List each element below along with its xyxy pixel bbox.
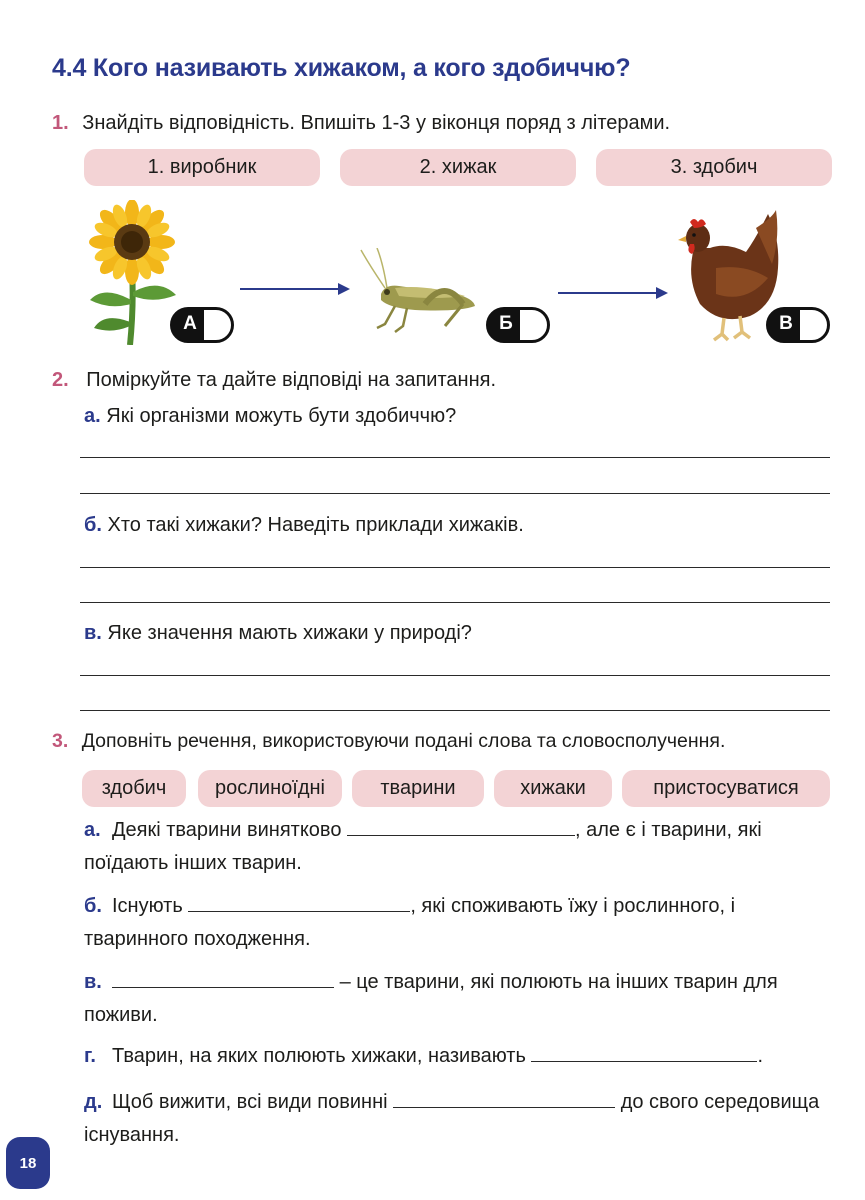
question-c	[84, 622, 472, 645]
task3-heading	[52, 730, 725, 753]
task1-text: Знайдіть відповідність. Впишіть 1-3 у віконця поряд з літерами.	[82, 112, 671, 134]
option-predator: 2. хижак	[340, 149, 576, 186]
sentence-before: Деякі тварини винятково	[112, 819, 342, 841]
option-prey: 3. здобич	[596, 149, 832, 186]
sentence-b	[84, 890, 830, 956]
sentence-before: Тварин, на яких полюють хижаки, називають	[112, 1045, 526, 1067]
badge-letter: В	[779, 313, 793, 334]
sentence-before: Існують	[112, 895, 183, 917]
badge-letter: Б	[499, 313, 513, 334]
fill-blank[interactable]	[188, 910, 410, 912]
task2-number: 2.	[52, 369, 69, 391]
question-text: Яке значення мають хижаки у природі?	[107, 622, 472, 644]
sentence-after: , але є і тварини, які поїдають інших тварин.	[84, 819, 762, 874]
question-text: Хто такі хижаки? Наведіть приклади хижаків.	[107, 514, 524, 536]
fill-blank[interactable]	[531, 1060, 757, 1062]
sentence-e	[84, 1086, 830, 1152]
sentence-label: б.	[84, 895, 102, 917]
task1-number: 1.	[52, 112, 69, 134]
answer-box-b[interactable]	[486, 307, 550, 343]
word-chip: здобич	[82, 770, 186, 807]
sentence-d	[84, 1040, 830, 1073]
task2-heading	[52, 369, 496, 392]
sentence-label: г.	[84, 1045, 96, 1067]
grasshopper-icon	[355, 248, 485, 338]
answer-box-a[interactable]	[170, 307, 234, 343]
question-label: в.	[84, 622, 102, 644]
sentence-c	[84, 966, 830, 1032]
question-text: Які організми можуть бути здобиччю?	[106, 405, 457, 427]
sentence-after: до свого середовища існування.	[84, 1091, 820, 1146]
answer-line[interactable]	[80, 710, 830, 711]
answer-line[interactable]	[80, 493, 830, 494]
page-title: 4.4 Кого називають хижаком, а кого здобиччю?	[52, 54, 631, 82]
badge-letter: А	[183, 313, 197, 334]
word-chip: рослиноїдні	[198, 770, 342, 807]
word-chip: хижаки	[494, 770, 612, 807]
answer-line[interactable]	[80, 567, 830, 568]
sentence-label: а.	[84, 819, 101, 841]
fill-blank[interactable]	[347, 834, 575, 836]
word-chip: тварини	[352, 770, 484, 807]
task2-text: Поміркуйте та дайте відповіді на запитання.	[86, 369, 497, 391]
arrow-right-icon	[558, 286, 670, 300]
question-label: б.	[84, 514, 102, 536]
fill-blank[interactable]	[393, 1106, 615, 1108]
question-label: а.	[84, 405, 101, 427]
answer-line[interactable]	[80, 675, 830, 676]
page-number: 18	[6, 1137, 50, 1189]
fill-blank[interactable]	[112, 986, 334, 988]
sentence-a	[84, 814, 830, 880]
task3-number: 3.	[52, 730, 69, 752]
option-producer: 1. виробник	[84, 149, 320, 186]
sentence-after: , які споживають їжу і рослинного, і тваринного походження.	[84, 895, 736, 950]
sentence-label: д.	[84, 1091, 103, 1113]
question-a	[84, 405, 456, 428]
sentence-before: Щоб вижити, всі види повинні	[112, 1091, 388, 1113]
answer-line[interactable]	[80, 602, 830, 603]
answer-box-c[interactable]	[766, 307, 830, 343]
task1-heading	[52, 112, 670, 135]
sentence-label: в.	[84, 971, 102, 993]
word-chip: пристосуватися	[622, 770, 830, 807]
task3-text: Доповніть речення, використовуючи подані слова та словосполучення.	[81, 730, 726, 752]
question-b	[84, 514, 524, 537]
sentence-after: .	[757, 1045, 764, 1067]
sentence-after: – це тварини, які полюють на інших тварин для поживи.	[84, 971, 778, 1026]
answer-line[interactable]	[80, 457, 830, 458]
sunflower-icon	[84, 200, 180, 345]
arrow-right-icon	[240, 282, 352, 296]
